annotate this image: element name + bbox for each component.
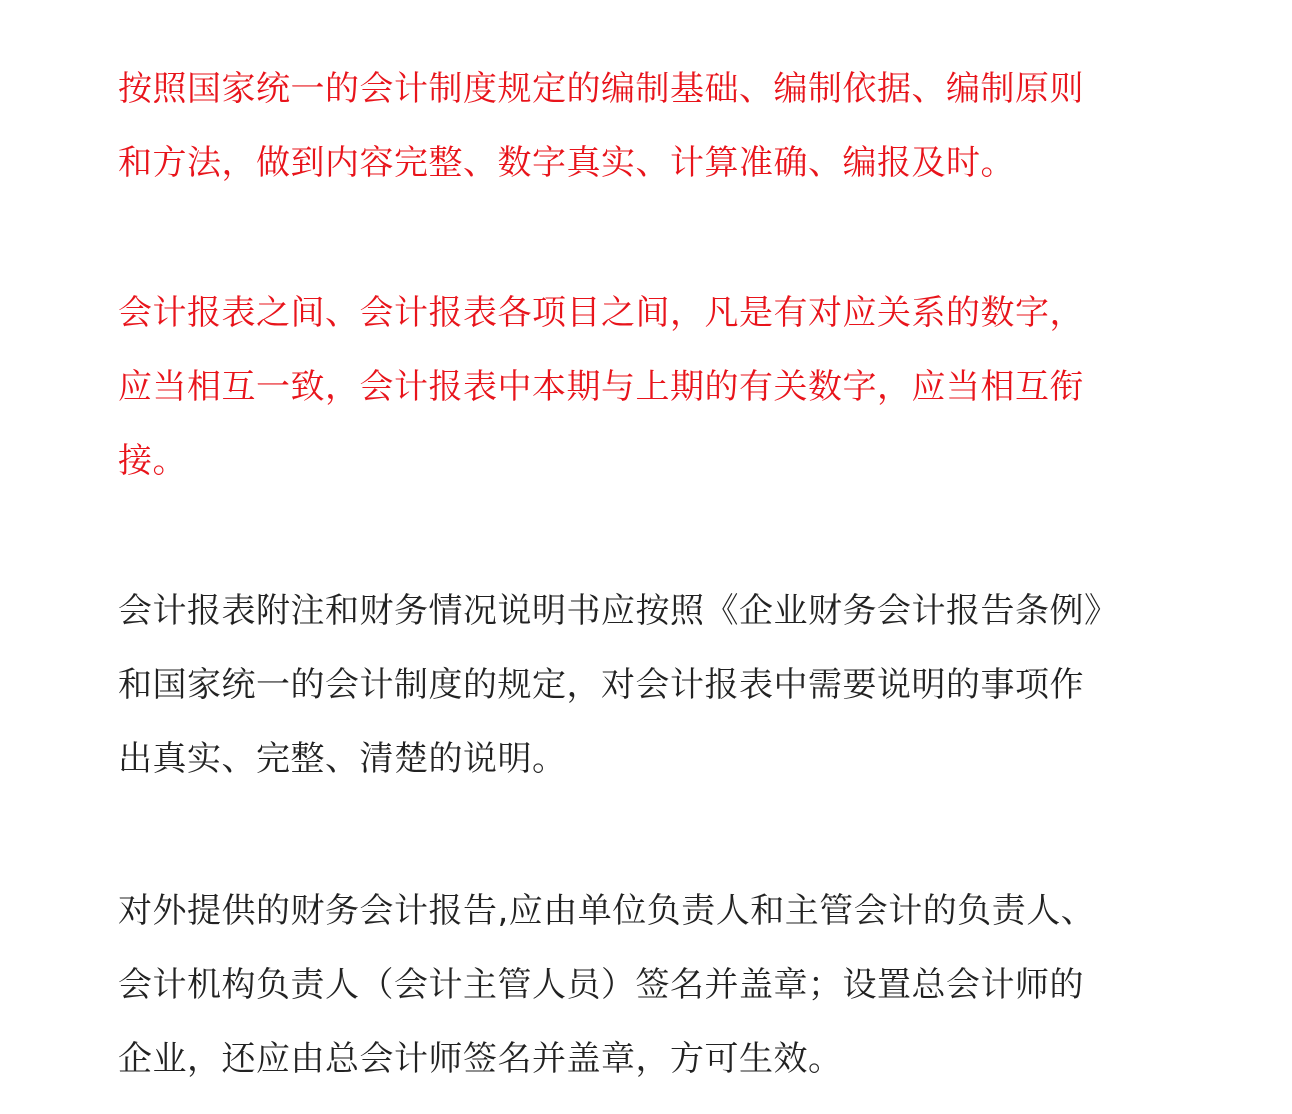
paragraph-signature-requirement (118, 874, 1128, 1096)
text-line: 和方法，做到内容完整、数字真实、计算准确、编报及时。 (118, 143, 1015, 183)
text-line: 和国家统一的会计制度的规定，对会计报表中需要说明的事项作 (118, 665, 1084, 705)
text-line: 会计报表附注和财务情况说明书应按照《企业财务会计报告条例》 (118, 591, 1119, 631)
text-line: 会计报表之间、会计报表各项目之间，凡是有对应关系的数字， (118, 293, 1084, 333)
text-line: 会计机构负责人（会计主管人员）签名并盖章；设置总会计师的 (118, 965, 1084, 1005)
text-line: 按照国家统一的会计制度规定的编制基础、编制依据、编制原则 (118, 69, 1084, 109)
text-line: 接。 (118, 441, 187, 481)
text-line: 企业，还应由总会计师签名并盖章，方可生效。 (118, 1039, 843, 1079)
article-body (118, 52, 1128, 1096)
paragraph-report-compilation-basis (118, 52, 1128, 200)
text-line: 应当相互一致，会计报表中本期与上期的有关数字，应当相互衔 (118, 367, 1084, 407)
paragraph-notes-and-explanation (118, 574, 1128, 796)
text-line: 出真实、完整、清楚的说明。 (118, 739, 567, 779)
paragraph-report-consistency (118, 276, 1128, 498)
text-line: 对外提供的财务会计报告,应由单位负责人和主管会计的负责人、 (118, 891, 1096, 931)
